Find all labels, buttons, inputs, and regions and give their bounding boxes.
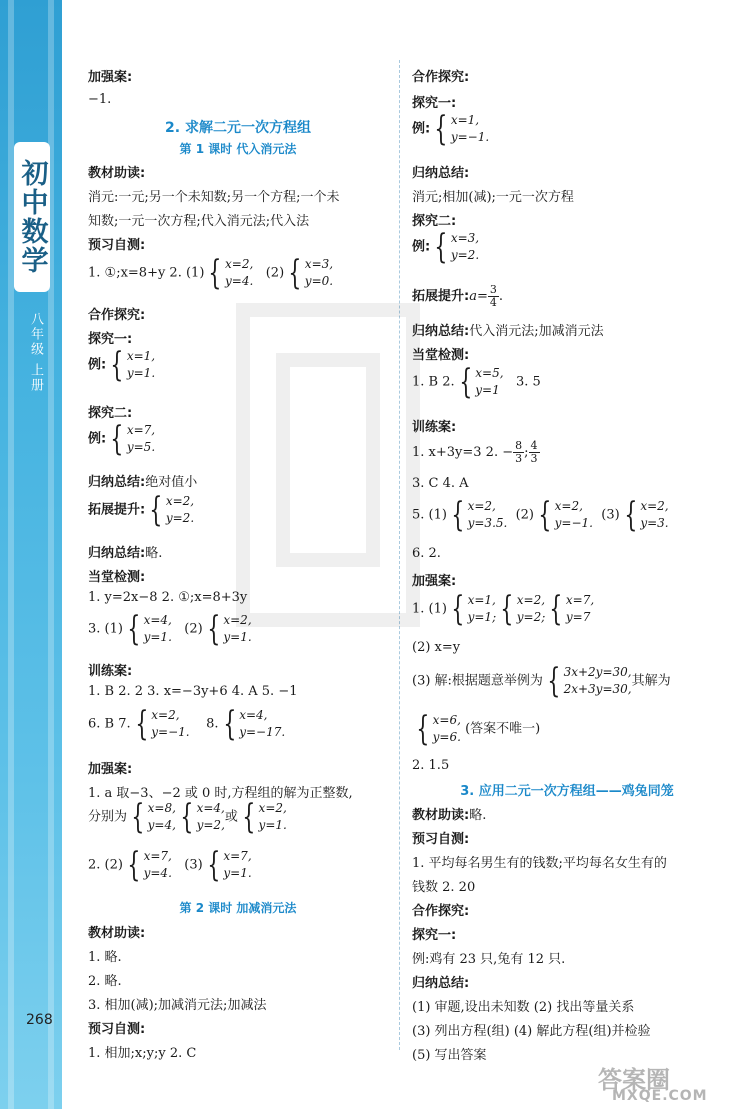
answer-line: −1.: [88, 92, 112, 107]
equation: x=2,: [516, 593, 546, 607]
equation: y=1.: [126, 366, 156, 380]
equation: y=−17.: [239, 725, 286, 739]
equation-system: { x=2, y=2;: [500, 589, 546, 629]
equation: y=1.: [223, 866, 252, 880]
equation: 3x+2y=30,: [563, 665, 632, 679]
answer-line: (3) 列出方程(组) (4) 解此方程(组)并检验: [412, 1024, 651, 1039]
equation: y=0.: [304, 274, 334, 288]
answer-line: (2) x=y: [412, 640, 461, 655]
answer-line: [88, 845, 252, 885]
section-label: 当堂检测:: [88, 570, 146, 585]
equation-system: { x=1, y=1;: [451, 589, 497, 629]
equation: y=3.5.: [467, 516, 508, 530]
equation-system: { x=3, y=0.: [288, 253, 334, 293]
equation: x=2,: [223, 613, 252, 627]
section-label: 归纳总结:: [412, 324, 470, 339]
section-label: 加强案:: [88, 70, 133, 85]
answer-text: 代入消元法;加减消元法: [469, 324, 604, 339]
equation: x=2,: [640, 499, 669, 513]
answer-line: [412, 362, 541, 402]
section-label: 加强案:: [88, 762, 133, 777]
answer-line: [88, 419, 156, 459]
answer-line: 知数;一元一次方程;代入消元法;代入法: [88, 214, 310, 229]
equation: x=2,: [165, 494, 195, 508]
answer-text: (3): [601, 507, 620, 523]
lesson-title: 第 1 课时 代入消元法: [179, 142, 297, 156]
equation: x=2,: [151, 708, 180, 722]
section-label: 探究二:: [412, 214, 457, 229]
answer-text: 3. 5: [515, 374, 541, 390]
answer-line: 消元;相加(减);一元一次方程: [412, 190, 574, 205]
denominator: 3: [515, 452, 523, 465]
answer-line: 3. 相加(减);加减消元法;加减法: [88, 998, 267, 1013]
equation: x=2,: [467, 499, 496, 513]
answer-line: [412, 162, 469, 181]
equation: y=−1.: [554, 516, 593, 530]
answer-line: [88, 797, 287, 837]
answer-line: 1. 略.: [88, 950, 122, 965]
equation-system: { x=7, y=4.: [127, 845, 172, 885]
section-label: 预习自测:: [88, 238, 146, 253]
answer-text: a=: [469, 289, 488, 304]
equation: x=1,: [126, 349, 156, 363]
equation: x=2,: [225, 257, 254, 271]
answer-line: 2. 略.: [88, 974, 122, 989]
section-label: 教材助读:: [88, 926, 146, 941]
answer-text: 1. (1): [412, 601, 447, 617]
fraction: [513, 440, 524, 465]
section-title: 2. 求解二元一次方程组: [165, 120, 311, 136]
answer-text: (2): [265, 265, 285, 281]
section-label: 合作探究:: [88, 308, 146, 323]
equation: y=2;: [516, 610, 546, 624]
equation: y=2.: [450, 248, 480, 262]
section-label: 训练案:: [88, 664, 133, 679]
answer-text: 分别为: [88, 809, 128, 825]
equation-system: { x=2, y=2.: [149, 490, 195, 530]
equation: y=−1.: [450, 130, 490, 144]
answer-line: (5) 写出答案: [412, 1048, 487, 1063]
answer-line: [88, 704, 286, 744]
equation-system: { x=2, y=3.5.: [451, 495, 508, 535]
book-title: 初中数学: [16, 159, 48, 275]
answer-text: 例:: [412, 239, 431, 255]
answer-line: 1. 相加;x;y;y 2. C: [88, 1046, 197, 1061]
answer-text: 2. (2): [88, 857, 123, 873]
equation: y=4,: [147, 818, 176, 832]
answer-text: 3. (1): [88, 621, 123, 637]
equation: x=1,: [450, 113, 480, 127]
answer-text: (2): [184, 621, 203, 637]
fraction: [488, 284, 499, 309]
equation: y=6.: [432, 730, 461, 744]
answer-text: (3): [184, 857, 203, 873]
equation: y=1.: [258, 818, 287, 832]
section-label: 教材助读:: [412, 808, 470, 823]
equation-system: { x=2, y=4.: [208, 253, 254, 293]
answer-line: 1. 平均每名男生有的钱数;平均每名女生有的: [412, 856, 667, 871]
answer-text: 例:: [88, 357, 107, 373]
section-label: 归纳总结:: [412, 976, 470, 991]
answer-text: ;: [524, 445, 529, 460]
answer-line: [88, 542, 162, 561]
answer-text: 5. (1): [412, 507, 447, 523]
equation-system: { x=2, y=1.: [207, 609, 252, 649]
equation: y=4.: [225, 274, 254, 288]
answer-text: 1. ①;x=8+y 2. (1): [88, 265, 205, 281]
equation-system: { x=2, y=−1.: [538, 495, 593, 535]
equation: x=2,: [258, 801, 287, 815]
corner-watermark-url: MXQE.COM: [612, 1088, 708, 1104]
answer-line: 1. a 取−3、−2 或 0 时,方程组的解为正整数,: [88, 786, 353, 801]
book-title-box: [14, 142, 50, 292]
equation: y=3.: [640, 516, 669, 530]
numerator: 8: [515, 439, 523, 452]
answer-line: [412, 709, 541, 749]
equation-system: { x=3, y=2.: [434, 227, 480, 267]
answer-line: 1. B 2. 2 3. x=−3y+6 4. A 5. −1: [88, 684, 298, 699]
equation: x=3,: [304, 257, 334, 271]
equation: y=4.: [143, 866, 172, 880]
equation: x=7,: [126, 423, 156, 437]
equation-system: { x=4, y=2,: [180, 797, 225, 837]
numerator: 3: [489, 283, 497, 296]
sidebar: [0, 0, 62, 1109]
answer-text: 6. B 7.: [88, 716, 131, 732]
equation: x=7,: [223, 849, 252, 863]
answer-line: [88, 471, 197, 490]
equation-system: { x=4, y=1.: [127, 609, 172, 649]
answer-text: 1. x+3y=3 2. −: [412, 445, 514, 460]
denominator: 3: [530, 452, 538, 465]
equation: y=7: [565, 610, 591, 624]
section-label: 拓展提升:: [412, 289, 470, 304]
equation: x=1,: [467, 593, 496, 607]
answer-text: 绝对值小: [145, 475, 198, 490]
section-label: 探究一:: [412, 928, 457, 943]
section-label: 预习自测:: [88, 1022, 146, 1037]
section-label: 归纳总结:: [412, 166, 470, 181]
equation: x=4,: [239, 708, 268, 722]
section-title: 3. 应用二元一次方程组——鸡兔同笼: [460, 784, 674, 799]
equation-system: { x=5, y=1: [458, 362, 504, 402]
equation-system: { x=4, y=−17.: [222, 704, 286, 744]
answer-line: 1. y=2x−8 2. ①;x=8+3y: [88, 590, 248, 605]
answer-line: [412, 495, 669, 535]
answer-text: 8.: [206, 716, 219, 732]
equation: 2x+3y=30,: [563, 682, 632, 696]
answer-text: (2): [515, 507, 535, 523]
section-label: 归纳总结:: [88, 546, 146, 561]
equation: y=1.: [143, 630, 172, 644]
answer-line: [412, 227, 480, 267]
equation: y=1.: [223, 630, 252, 644]
section-label: 当堂检测:: [412, 348, 470, 363]
equation: x=5,: [475, 366, 504, 380]
answer-line: [88, 345, 156, 385]
equation: x=7,: [143, 849, 172, 863]
section-label: 探究二:: [88, 406, 133, 421]
equation-system: { 3x+2y=30, 2x+3y=30,: [547, 661, 632, 701]
equation: x=8,: [147, 801, 176, 815]
equation: y=1;: [467, 610, 497, 624]
fraction: [529, 440, 540, 465]
section-label: 合作探究:: [412, 70, 470, 85]
answer-line: 例:鸡有 23 只,兔有 12 只.: [412, 952, 566, 967]
page-number: 268: [26, 1012, 53, 1028]
equation: x=7,: [565, 593, 595, 607]
answer-line: (1) 审题,设出未知数 (2) 找出等量关系: [412, 1000, 635, 1015]
section-label: 探究一:: [88, 332, 133, 347]
answer-line: [412, 320, 604, 339]
equation: y=1: [475, 383, 500, 397]
answer-text: (3) 解:根据题意举例为: [412, 673, 543, 689]
answer-line: [412, 440, 540, 465]
equation-system: { x=7, y=1.: [207, 845, 252, 885]
answer-line: [412, 589, 595, 629]
equation-system: { x=8, y=4,: [131, 797, 176, 837]
equation: y=2.: [165, 511, 195, 525]
equation: x=2,: [554, 499, 583, 513]
equation-system: { x=1, y=1.: [110, 345, 156, 385]
equation: y=2,: [196, 818, 225, 832]
section-label: 教材助读:: [88, 166, 146, 181]
answer-line: [88, 490, 195, 530]
numerator: 4: [530, 439, 538, 452]
answer-text: 1. B 2.: [412, 374, 455, 390]
answer-line: 6. 2.: [412, 546, 441, 561]
equation: x=4,: [196, 801, 225, 815]
equation-system: { x=7, y=7: [549, 589, 595, 629]
equation: x=6,: [432, 713, 461, 727]
answer-text: 略.: [145, 546, 163, 561]
answer-text: 或: [224, 809, 238, 825]
section-label: 合作探究:: [412, 904, 470, 919]
answer-text: 其解为: [631, 673, 671, 689]
equation: y=5.: [126, 440, 156, 454]
section-label: 归纳总结:: [88, 475, 146, 490]
equation-system: { x=2, y=3.: [624, 495, 669, 535]
answer-text: .: [498, 289, 503, 304]
watermark-graphic: [233, 300, 423, 630]
answer-text: 例:: [412, 121, 431, 137]
equation-system: { x=7, y=5.: [110, 419, 156, 459]
equation-system: { x=2, y=−1.: [134, 704, 190, 744]
answer-line: 2. 1.5: [412, 758, 450, 773]
section-label: 探究一:: [412, 96, 457, 111]
answer-line: [88, 609, 252, 649]
denominator: 4: [489, 296, 497, 309]
answer-text: 略.: [469, 808, 487, 823]
section-label: 加强案:: [412, 574, 457, 589]
lesson-title: 第 2 课时 加减消元法: [179, 901, 297, 915]
answer-line: [88, 253, 334, 293]
equation: x=3,: [450, 231, 480, 245]
answer-line: 3. C 4. A: [412, 476, 469, 491]
equation: y=−1.: [151, 725, 190, 739]
section-label: 预习自测:: [412, 832, 470, 847]
grade-label: 八年级 上册: [28, 312, 43, 394]
section-label: 训练案:: [412, 420, 457, 435]
answer-line: 消元:一元;另一个未知数;另一个方程;一个未: [88, 190, 340, 205]
equation-system: { x=2, y=1.: [242, 797, 287, 837]
equation-system: { x=6, y=6.: [416, 709, 461, 749]
answer-line: [412, 284, 503, 309]
corner-watermark-logo: 答案圈: [598, 1066, 670, 1094]
answer-line: [412, 109, 490, 149]
equation-system: { x=1, y=−1.: [434, 109, 490, 149]
answer-line: [412, 661, 671, 701]
answer-line: 钱数 2. 20: [412, 880, 476, 895]
equation: x=4,: [143, 613, 172, 627]
answer-text: (答案不唯一): [465, 721, 541, 737]
answer-line: [412, 804, 486, 823]
section-label: 拓展提升:: [88, 502, 146, 518]
answer-text: 例:: [88, 431, 107, 447]
